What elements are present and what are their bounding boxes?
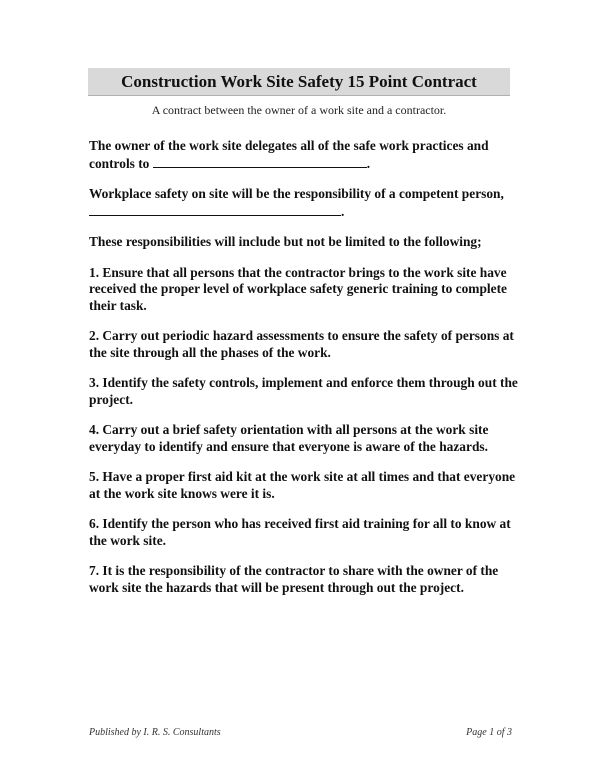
- delegation-end: .: [366, 155, 371, 171]
- document-title: Construction Work Site Safety 15 Point Contract: [121, 71, 477, 91]
- point-1: 1. Ensure that all persons that the contractor brings to the work site have received the proper level of workplace safety generic training to complete their task.: [89, 264, 507, 313]
- point-5: 5. Have a proper first aid kit at the work site at all times and that everyone at the work site knows were it is.: [89, 469, 516, 501]
- point-3: 3. Identify the safety controls, implement and enforce them through out the project.: [89, 375, 518, 407]
- footer-publisher: Published by I. R. S. Consultants: [89, 727, 221, 738]
- competent-person-blank-line: [89, 203, 341, 216]
- title-banner: [88, 68, 510, 96]
- competent-person-end: .: [341, 203, 345, 219]
- footer-page-number: Page 1 of 3: [466, 727, 512, 738]
- point-6: 6. Identify the person who has received first aid training for all to know at the work site.: [89, 516, 511, 548]
- competent-person-text: Workplace safety on site will be the responsibility of a competent person,: [89, 186, 504, 201]
- delegation-paragraph: [89, 138, 521, 172]
- responsibilities-intro: These responsibilities will include but not be limited to the following;: [89, 234, 482, 249]
- point-4: 4. Carry out a brief safety orientation with all persons at the work site everyday to identify and ensure that everyone is aware of the hazards.: [89, 422, 489, 454]
- contract-body: [89, 138, 521, 610]
- competent-person-paragraph: [89, 186, 521, 220]
- delegate-blank-line: [153, 155, 367, 168]
- delegation-text: The owner of the work site delegates all of the safe work practices and controls to: [89, 138, 489, 171]
- point-7: 7. It is the responsibility of the contractor to share with the owner of the work site the hazards that will be present through out the project.: [89, 563, 499, 595]
- document-subtitle: A contract between the owner of a work site and a contractor.: [151, 103, 447, 117]
- point-2: 2. Carry out periodic hazard assessments to ensure the safety of persons at the site through all the phases of the work.: [89, 328, 514, 360]
